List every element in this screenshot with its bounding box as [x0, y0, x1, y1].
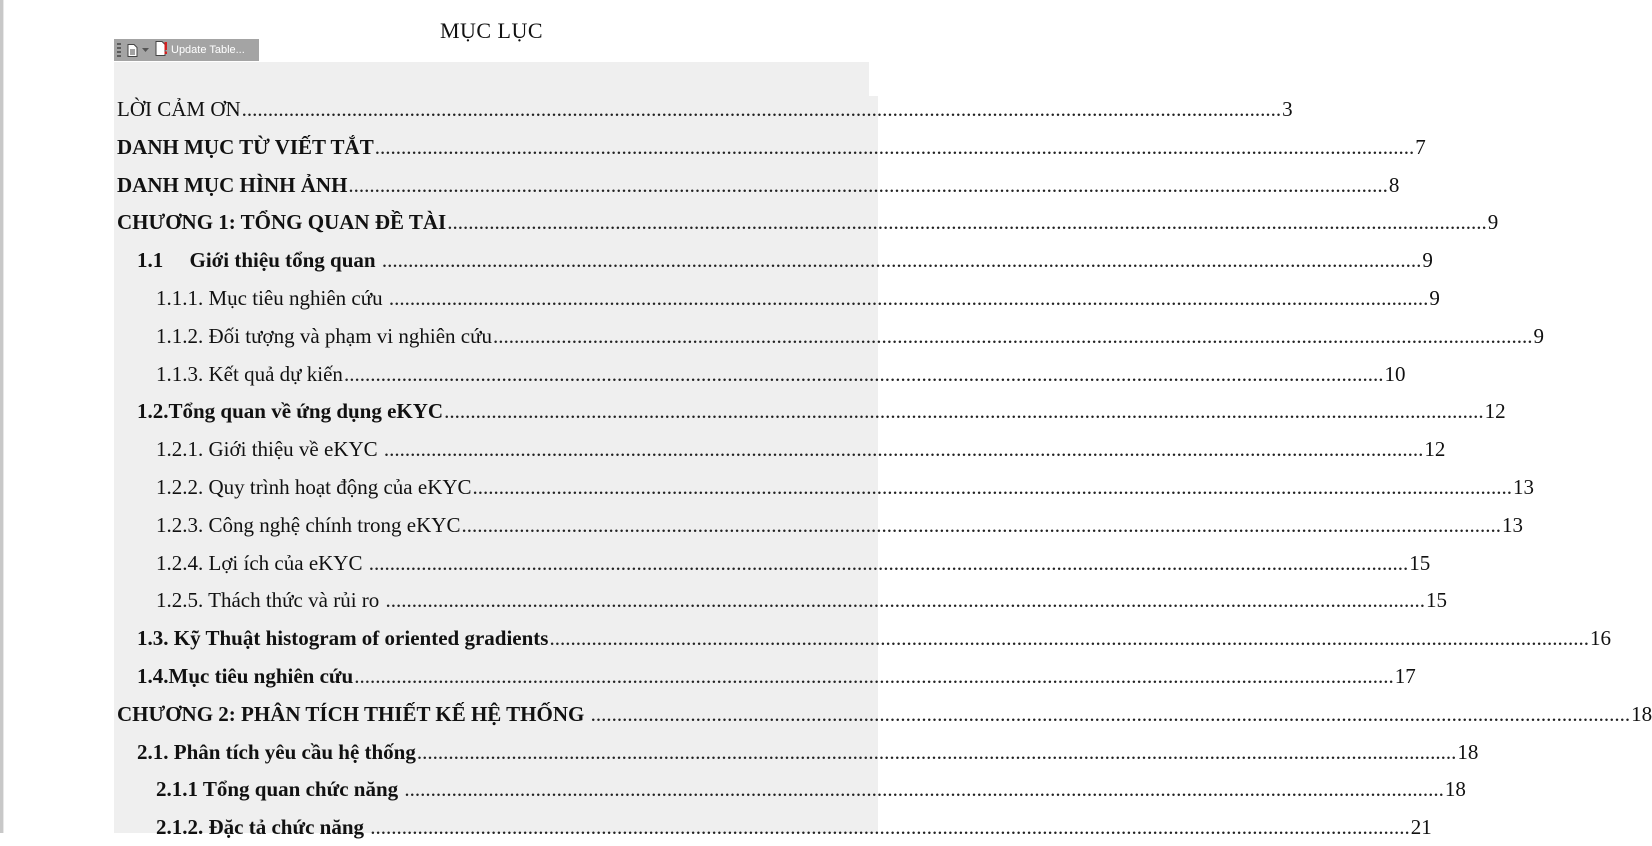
toc-entry-label: LỜI CẢM ƠN — [117, 97, 241, 121]
toc-entry-label: DANH MỤC TỪ VIẾT TẮT — [117, 134, 374, 159]
toc-entry[interactable] — [156, 279, 1440, 317]
toc-page-number: 9 — [1422, 248, 1433, 273]
toc-entry-label: 2.1. Phân tích yêu cầu hệ thống — [137, 739, 416, 764]
toc-page-number: 10 — [1384, 361, 1406, 386]
toc-page-number: 13 — [1513, 475, 1535, 499]
update-table-button[interactable] — [155, 39, 249, 61]
toc-entry-label: DANH MỤC HÌNH ẢNH — [117, 172, 348, 197]
toc-page-number: 15 — [1409, 550, 1431, 575]
toc-dot-leader: ...................................................................................................................................................................................................... — [404, 777, 1444, 802]
toc-entry[interactable] — [117, 90, 1293, 128]
toc-entry[interactable] — [156, 544, 1431, 582]
toc-entry[interactable] — [156, 355, 1406, 393]
toc-dot-leader: ...................................................................................................................................................................................................... — [381, 248, 1422, 273]
toc-entry[interactable] — [137, 733, 1479, 771]
toc-entry[interactable] — [117, 203, 1499, 241]
toc-entry-label: CHƯƠNG 1: TỔNG QUAN ĐỀ TÀI — [117, 210, 447, 235]
toc-page-number: 12 — [1484, 399, 1506, 424]
toc-page-number: 18 — [1631, 701, 1652, 726]
toc-page-number: 16 — [1589, 626, 1611, 651]
toc-page-number: 15 — [1426, 588, 1448, 613]
toc-page-number: 9 — [1533, 323, 1544, 348]
page-left-border-inner — [3, 0, 4, 833]
toc-dot-leader: ...................................................................................................................................................................................................... — [447, 210, 1487, 235]
toc-entry-label: 1.1.3. Kết quả dự kiến — [156, 361, 343, 386]
toc-entry-label: 1.3. Kỹ Thuật histogram of oriented gradients — [137, 626, 549, 651]
toc-entry-label: CHƯƠNG 2: PHÂN TÍCH THIẾT KẾ HỆ THỐNG — [117, 701, 590, 726]
toc-entry[interactable] — [117, 695, 1652, 733]
toc-page-number: 7 — [1415, 134, 1426, 159]
toc-dot-leader: ...................................................................................................................................................................................................... — [388, 286, 1429, 310]
toc-page-number: 8 — [1388, 172, 1400, 197]
toc-page-number: 21 — [1410, 815, 1432, 840]
toc-entry-label: 1.2.Tổng quan về ứng dụng eKYC — [137, 399, 444, 424]
toc-page-number: 12 — [1424, 437, 1446, 462]
toc-page-number: 13 — [1501, 512, 1523, 537]
toc-dot-leader: ...................................................................................................................................................................................................... — [374, 134, 1415, 159]
toc-entry-label: 1.2.5. Thách thức và rủi ro — [156, 588, 385, 613]
toc-field-toolbar[interactable] — [114, 39, 259, 61]
toc-entry-label: 1.2.3. Công nghệ chính trong eKYC — [156, 512, 461, 537]
toc-dot-leader: ...................................................................................................................................................................................................... — [368, 550, 1409, 575]
toc-dot-leader: ...................................................................................................................................................................................................... — [343, 361, 1384, 386]
update-table-icon — [155, 41, 168, 59]
toc-entry-label: 1.2.1. Giới thiệu về eKYC — [156, 437, 383, 462]
toc-page-number: 18 — [1444, 777, 1466, 802]
toc-dot-leader: ...................................................................................................................................................................................................... — [383, 437, 1424, 462]
toc-entry[interactable] — [117, 128, 1426, 166]
toc-entry[interactable] — [137, 619, 1611, 657]
toc-page-number: 17 — [1394, 664, 1416, 688]
toc-entry[interactable] — [156, 808, 1432, 846]
toc-dot-leader: ...................................................................................................................................................................................................... — [370, 815, 1410, 840]
toc-title: MỤC LỤC — [439, 18, 544, 43]
toc-dot-leader: ...................................................................................................................................................................................................... — [493, 323, 1533, 348]
toc-page-number: 9 — [1429, 286, 1440, 310]
toc-entry[interactable] — [156, 468, 1535, 506]
toc-dot-leader: ...................................................................................................................................................................................................... — [461, 512, 1501, 537]
toc-page-number: 3 — [1282, 97, 1293, 121]
toc-entry-label: 1.1 Giới thiệu tổng quan — [137, 248, 381, 273]
toc-entry[interactable] — [156, 770, 1466, 808]
toc-entry-label: 2.1.1 Tổng quan chức năng — [156, 777, 404, 802]
toc-entry[interactable] — [156, 506, 1523, 544]
toc-entry-label: 1.4.Mục tiêu nghiên cứu — [137, 664, 354, 688]
toc-entry[interactable] — [137, 392, 1506, 430]
chevron-down-icon[interactable] — [142, 43, 150, 57]
toc-entry[interactable] — [156, 581, 1448, 619]
toc-entry-label: 1.2.4. Lợi ích của eKYC — [156, 550, 368, 575]
toc-entry[interactable] — [156, 430, 1446, 468]
toc-dot-leader: ...................................................................................................................................................................................................... — [472, 475, 1513, 499]
toc-dot-leader: ...................................................................................................................................................................................................... — [385, 588, 1426, 613]
toc-entry[interactable] — [117, 166, 1400, 204]
toc-dot-leader: ...................................................................................................................................................................................................... — [549, 626, 1589, 651]
toc-entry-label: 1.1.2. Đối tượng và phạm vi nghiên cứu — [156, 323, 492, 348]
toc-dot-leader: ...................................................................................................................................................................................................... — [354, 664, 1394, 688]
toc-entry[interactable] — [156, 317, 1544, 355]
toc-dot-leader: ...................................................................................................................................................................................................... — [590, 701, 1631, 726]
toc-dot-leader: ...................................................................................................................................................................................................... — [241, 97, 1282, 121]
toc-entry-label: 2.1.2. Đặc tả chức năng — [156, 815, 370, 840]
toc-entry[interactable] — [137, 241, 1433, 279]
toc-entry[interactable] — [137, 657, 1416, 695]
toc-page-number: 18 — [1457, 739, 1479, 764]
toc-dot-leader: ...................................................................................................................................................................................................... — [444, 399, 1484, 424]
toc-entry-label: 1.2.2. Quy trình hoạt động của eKYC — [156, 475, 472, 499]
toc-dot-leader: ...................................................................................................................................................................................................... — [348, 172, 1388, 197]
document-icon[interactable] — [127, 43, 139, 57]
grip-icon[interactable] — [117, 43, 121, 57]
update-table-label: Update Table... — [171, 44, 245, 56]
toc-page-number: 9 — [1487, 210, 1499, 235]
toc-dot-leader: ...................................................................................................................................................................................................... — [416, 739, 1457, 764]
toc-entry-label: 1.1.1. Mục tiêu nghiên cứu — [156, 286, 388, 310]
